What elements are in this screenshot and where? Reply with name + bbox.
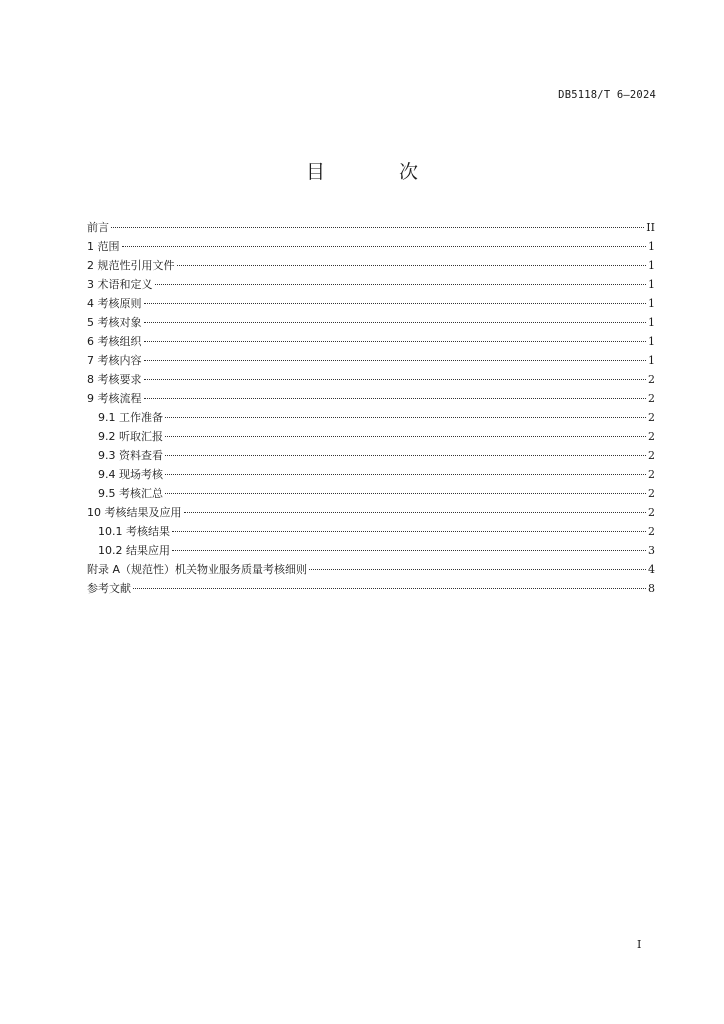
toc-dot-leader [155,283,647,285]
toc-entry-page: 1 [648,240,655,253]
toc-dot-leader [144,378,647,380]
toc-entry[interactable] [87,408,655,427]
toc-dot-leader [144,321,647,323]
toc-title: 目 次 [305,161,453,183]
toc-entry-page: 2 [648,449,655,462]
toc-entry-label: 9 考核流程 [87,392,142,405]
toc-entry-label: 5 考核对象 [87,316,142,329]
toc-dot-leader [165,416,646,418]
toc-entry-page: 4 [648,563,655,576]
toc-entry-label: 10.1 考核结果 [98,525,170,538]
toc-entry-label: 9.3 资料查看 [98,449,163,462]
toc-entry-page: 2 [648,411,655,424]
toc-dot-leader [165,473,646,475]
toc-dot-leader [184,511,647,513]
toc-dot-leader [144,359,647,361]
toc-entry-label: 1 范围 [87,240,120,253]
toc-dot-leader [177,264,647,266]
toc-dot-leader [172,549,646,551]
toc-entry[interactable] [87,218,655,237]
toc-dot-leader [133,587,646,589]
toc-entry-page: II [646,221,655,234]
toc-entry-page: 1 [648,354,655,367]
toc-dot-leader [144,340,647,342]
toc-entry[interactable] [87,313,655,332]
toc-dot-leader [165,454,646,456]
toc-entry-label: 9.4 现场考核 [98,468,163,481]
toc-entry-label: 6 考核组织 [87,335,142,348]
toc-entry[interactable] [87,256,655,275]
toc-entry[interactable] [87,465,655,484]
toc-dot-leader [111,226,644,228]
toc-entry[interactable] [87,427,655,446]
toc-entry[interactable] [87,351,655,370]
toc-entry[interactable] [87,484,655,503]
toc-entry[interactable] [87,560,655,579]
toc-entry[interactable] [87,522,655,541]
toc-dot-leader [165,492,646,494]
toc-entry-label: 10 考核结果及应用 [87,506,182,519]
toc-dot-leader [309,568,646,570]
toc-dot-leader [165,435,646,437]
toc-entry-page: 2 [648,506,655,519]
toc-entry-label: 9.2 听取汇报 [98,430,163,443]
toc-entry-label: 前言 [87,221,109,234]
toc-entry-page: 8 [648,582,655,595]
toc-dot-leader [122,245,647,247]
toc-entry-label: 参考文献 [87,582,131,595]
toc-entry-page: 1 [648,259,655,272]
toc-dot-leader [144,302,647,304]
document-code: DB5118/T 6—2024 [558,89,656,101]
toc-entry-page: 2 [648,487,655,500]
toc-entry[interactable] [87,389,655,408]
toc-entry[interactable] [87,370,655,389]
toc-entry-page: 1 [648,297,655,310]
toc-entry-page: 2 [648,468,655,481]
toc-entry-label: 附录 A（规范性）机关物业服务质量考核细则 [87,563,308,576]
toc-entry-page: 2 [648,525,655,538]
toc-entry[interactable] [87,579,655,598]
toc-entry-page: 1 [648,335,655,348]
toc-entry[interactable] [87,294,655,313]
toc-entry[interactable] [87,332,655,351]
toc-entry-page: 2 [648,373,655,386]
toc-entry-label: 3 术语和定义 [87,278,153,291]
toc-entry-label: 10.2 结果应用 [98,544,170,557]
toc-entry-page: 2 [648,392,655,405]
toc-entry-label: 9.1 工作准备 [98,411,163,424]
toc-entry[interactable] [87,503,655,522]
toc-entry-label: 2 规范性引用文件 [87,259,175,272]
toc-entry[interactable] [87,446,655,465]
toc-entry-label: 8 考核要求 [87,373,142,386]
toc-entry-page: 2 [648,430,655,443]
toc-entry-label: 7 考核内容 [87,354,142,367]
toc-entry[interactable] [87,237,655,256]
toc-entry[interactable] [87,275,655,294]
toc-entry-label: 4 考核原则 [87,297,142,310]
toc-entry-page: 1 [648,316,655,329]
table-of-contents [87,218,655,598]
toc-entry[interactable] [87,541,655,560]
toc-entry-page: 3 [648,544,655,557]
toc-entry-label: 9.5 考核汇总 [98,487,163,500]
toc-dot-leader [172,530,646,532]
toc-entry-page: 1 [648,278,655,291]
page-number: I [637,938,642,951]
toc-dot-leader [144,397,647,399]
